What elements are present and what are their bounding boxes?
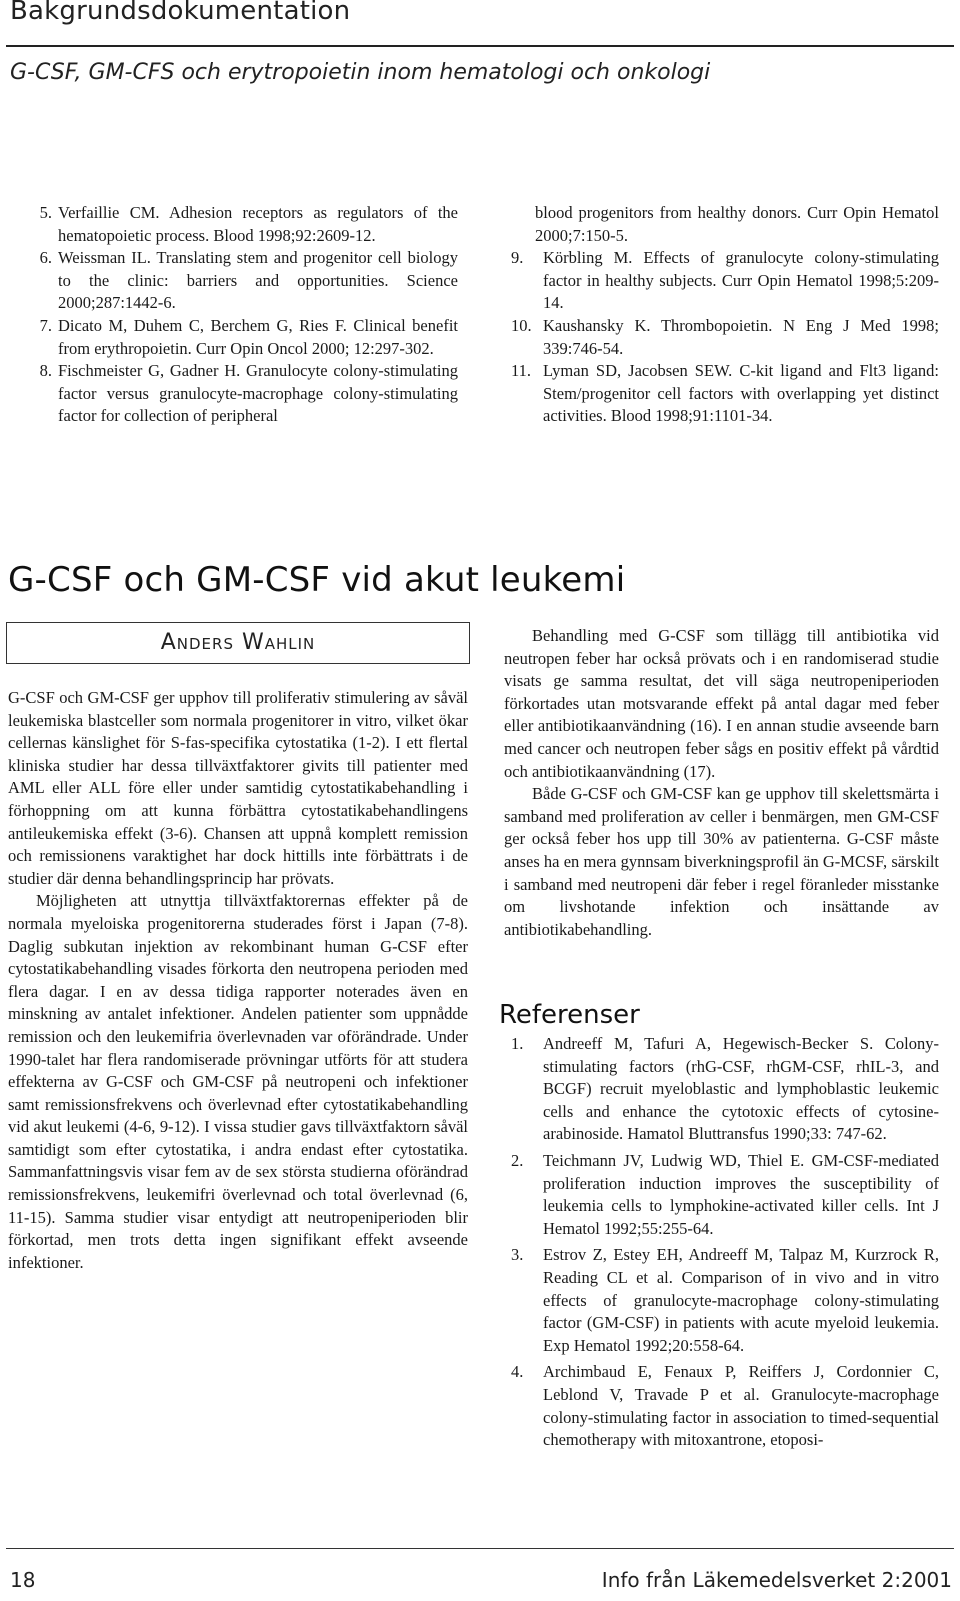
reference-text: Dicato M, Duhem C, Berchem G, Ries F. Clinical benefit from erythropoietin. Curr Opin Oncol 2000; 12:297-302. — [58, 315, 458, 358]
reference-item — [511, 1033, 939, 1146]
reference-text: Estrov Z, Estey EH, Andreeff M, Talpaz M, Kurzrock R, Reading CL et al. Comparison of in vivo and in vitro effects of granulocyte-macrophage colony-stimulating factor (GM-CSF) in patients with acute myeloid leukemia. Exp Hematol 1992;20:558-64. — [543, 1245, 939, 1355]
article-body-right — [504, 625, 939, 941]
reference-item — [511, 315, 939, 360]
previous-references-right — [511, 202, 939, 428]
reference-number: 11. — [511, 361, 532, 381]
reference-number: 2. — [511, 1150, 524, 1170]
reference-number: 4. — [511, 1362, 524, 1382]
reference-text: Verfaillie CM. Adhesion receptors as regulators of the hematopoietic process. Blood 1998;92:2609-12. — [58, 203, 458, 245]
reference-item — [511, 1244, 939, 1357]
article-title: G-CSF och GM-CSF vid akut leukemi — [8, 560, 626, 600]
document-subtitle: G-CSF, GM-CFS och erytropoietin inom hematologi och onkologi — [10, 60, 711, 85]
reference-item — [511, 1361, 939, 1451]
reference-item — [511, 1150, 939, 1240]
reference-text: blood progenitors from healthy donors. Curr Opin Hematol 2000;7:150-5. — [535, 203, 939, 245]
author-name: Anders Wahlin — [6, 622, 470, 664]
reference-number: 7. — [39, 315, 52, 335]
reference-number: 1. — [511, 1034, 524, 1053]
reference-text: Kaushansky K. Thrombopoietin. N Eng J Med 1998; 339:746-54. — [543, 315, 939, 358]
references-heading: Referenser — [499, 1000, 640, 1030]
reference-text: Teichmann JV, Ludwig WD, Thiel E. GM-CSF-mediated proliferation induction improves the susceptibility of leukemia cells to lymphokine-activated killer cells. Int J Hematol 1992;55:255-64. — [543, 1150, 939, 1238]
references-list — [511, 1033, 939, 1456]
reference-number: 9. — [511, 248, 524, 268]
body-paragraph: Behandling med G-CSF som tillägg till antibiotika vid neutropen feber har också prövats och i en randomiserad studie visats ge samma resultat, det vill säga neutropeniperioden förkortades utan motsvarande effekt på antal dagar med feber eller antibiotikaanvändning (16). I en annan studie avseende barn med cancer och neutropen feber sågs en positiv effekt på vårdtid och antibiotikaanvändning (17). — [504, 626, 939, 781]
body-paragraph: G-CSF och GM-CSF ger upphov till proliferativ stimulering av såväl leukemiska blastceller som normala progenitorer in vitro, vilket ökar cellernas känslighet för S-fas-specifika cytostatika (1-2). I ett flertal kliniska studier har dessa tillväxtfaktorer givits till patienter med AML eller ALL före eller under samtidig cytostatikabehandling i förhoppning om att kunna förbättra cytostatikabehandlingens antileukemiska effekt (3-6). Chansen att uppnå komplett remission och remissionens varaktighet har dock hittills inte förbättrats i de studier där denna behandlingsprincip har prövats. — [8, 688, 468, 888]
reference-number: 3. — [511, 1245, 524, 1265]
reference-number: 5. — [39, 203, 52, 222]
footer-source: Info från Läkemedelsverket 2:2001 — [601, 1568, 952, 1592]
section-header: Bakgrundsdokumentation — [10, 0, 351, 26]
body-paragraph: Både G-CSF och GM-CSF kan ge upphov till skelettsmärta i samband med proliferation av celler i benmärgen, men GM-CSF ger också feber hos upp till 30% av patienterna. G-CSF måste anses ha en mera gynnsam biverkningsprofil än G-MCSF, särskilt i samband med neutropeni där feber i regel föranleder misstanke om livshotande infektion och insättande av antibiotikabehandling. — [504, 784, 939, 939]
previous-references-left — [28, 202, 458, 428]
reference-text: Andreeff M, Tafuri A, Hegewisch-Becker S. Colony-stimulating factors (rhG-CSF, rhGM-CSF, rhIL-3, and BCGF) recruit myeloblastic and lymphoblastic leukemic cells and enhance the cytotoxic effects of cytosine-arabinoside. Hamatol Bluttransfus 1990;33: 747-62. — [543, 1034, 939, 1144]
article-body-left — [8, 687, 468, 1274]
reference-text: Archimbaud E, Fenaux P, Reiffers J, Cordonnier C, Leblond V, Travade P et al. Granulocyte-macrophage colony-stimulating factor in association to timed-sequential chemotherapy with mitoxantrone, etoposi- — [543, 1362, 939, 1450]
reference-item — [28, 315, 458, 360]
reference-number: 10. — [511, 315, 532, 335]
reference-item — [511, 360, 939, 428]
footer-rule — [6, 1548, 954, 1549]
reference-number: 6. — [39, 248, 52, 268]
reference-number: 8. — [39, 361, 52, 381]
reference-text: Fischmeister G, Gadner H. Granulocyte colony-stimulating factor versus granulocyte-macrophage colony-stimulating factor for collection of peripheral — [58, 361, 458, 426]
reference-item — [511, 247, 939, 315]
body-paragraph: Möjligheten att utnyttja tillväxtfaktorernas effekter på de normala myeloiska progenitorerna studerades först i Japan (7-8). Daglig subkutan injektion av rekombinant human G-CSF efter cytostatikabehandling visades förkorta den neutropena perioden med flera dagar. I en av dessa tidiga rapporter noterades även en minskning av antalet infektioner. Andelen patienter som uppnådde remission och den leukemifria överlevnaden var oförändrade. Under 1990-talet har flera randomiserade prövningar utförts för att studera effekterna av G-CSF och GM-CSF på neutropeni och infektioner samt remissionsfrekvens och överlevnad efter cytostatikabehandling vid akut leukemi (4-6, 9-12). I vissa studier gavs tillväxtfaktorn såväl samtidigt som efter cytostatika, i andra endast efter cytostatika. Sammanfattningsvis visar fem av de sex största studierna oförändrad remissionsfrekvens, leukemifri överlevnad och total överlevnad (6, 11-15). Samma studier visar entydigt att neutropeniperioden blir förkortad, men trots detta ingen signifikant effekt avseende infektioner. — [8, 891, 468, 1272]
reference-text: Körbling M. Effects of granulocyte colony-stimulating factor in healthy subjects. Curr Opin Hematol 1998;5:209-14. — [543, 248, 939, 313]
reference-text: Lyman SD, Jacobsen SEW. C-kit ligand and Flt3 ligand: Stem/progenitor cell factors with overlapping yet distinct activities. Blood 1998;91:1101-34. — [543, 361, 939, 426]
page-number: 18 — [10, 1568, 36, 1592]
header-rule — [6, 45, 954, 47]
reference-item — [28, 360, 458, 428]
reference-item — [28, 202, 458, 247]
reference-item — [28, 247, 458, 315]
reference-continuation — [511, 202, 939, 247]
reference-text: Weissman IL. Translating stem and progenitor cell biology to the clinic: barriers and opportunities. Science 2000;287:1442-6. — [58, 248, 458, 313]
